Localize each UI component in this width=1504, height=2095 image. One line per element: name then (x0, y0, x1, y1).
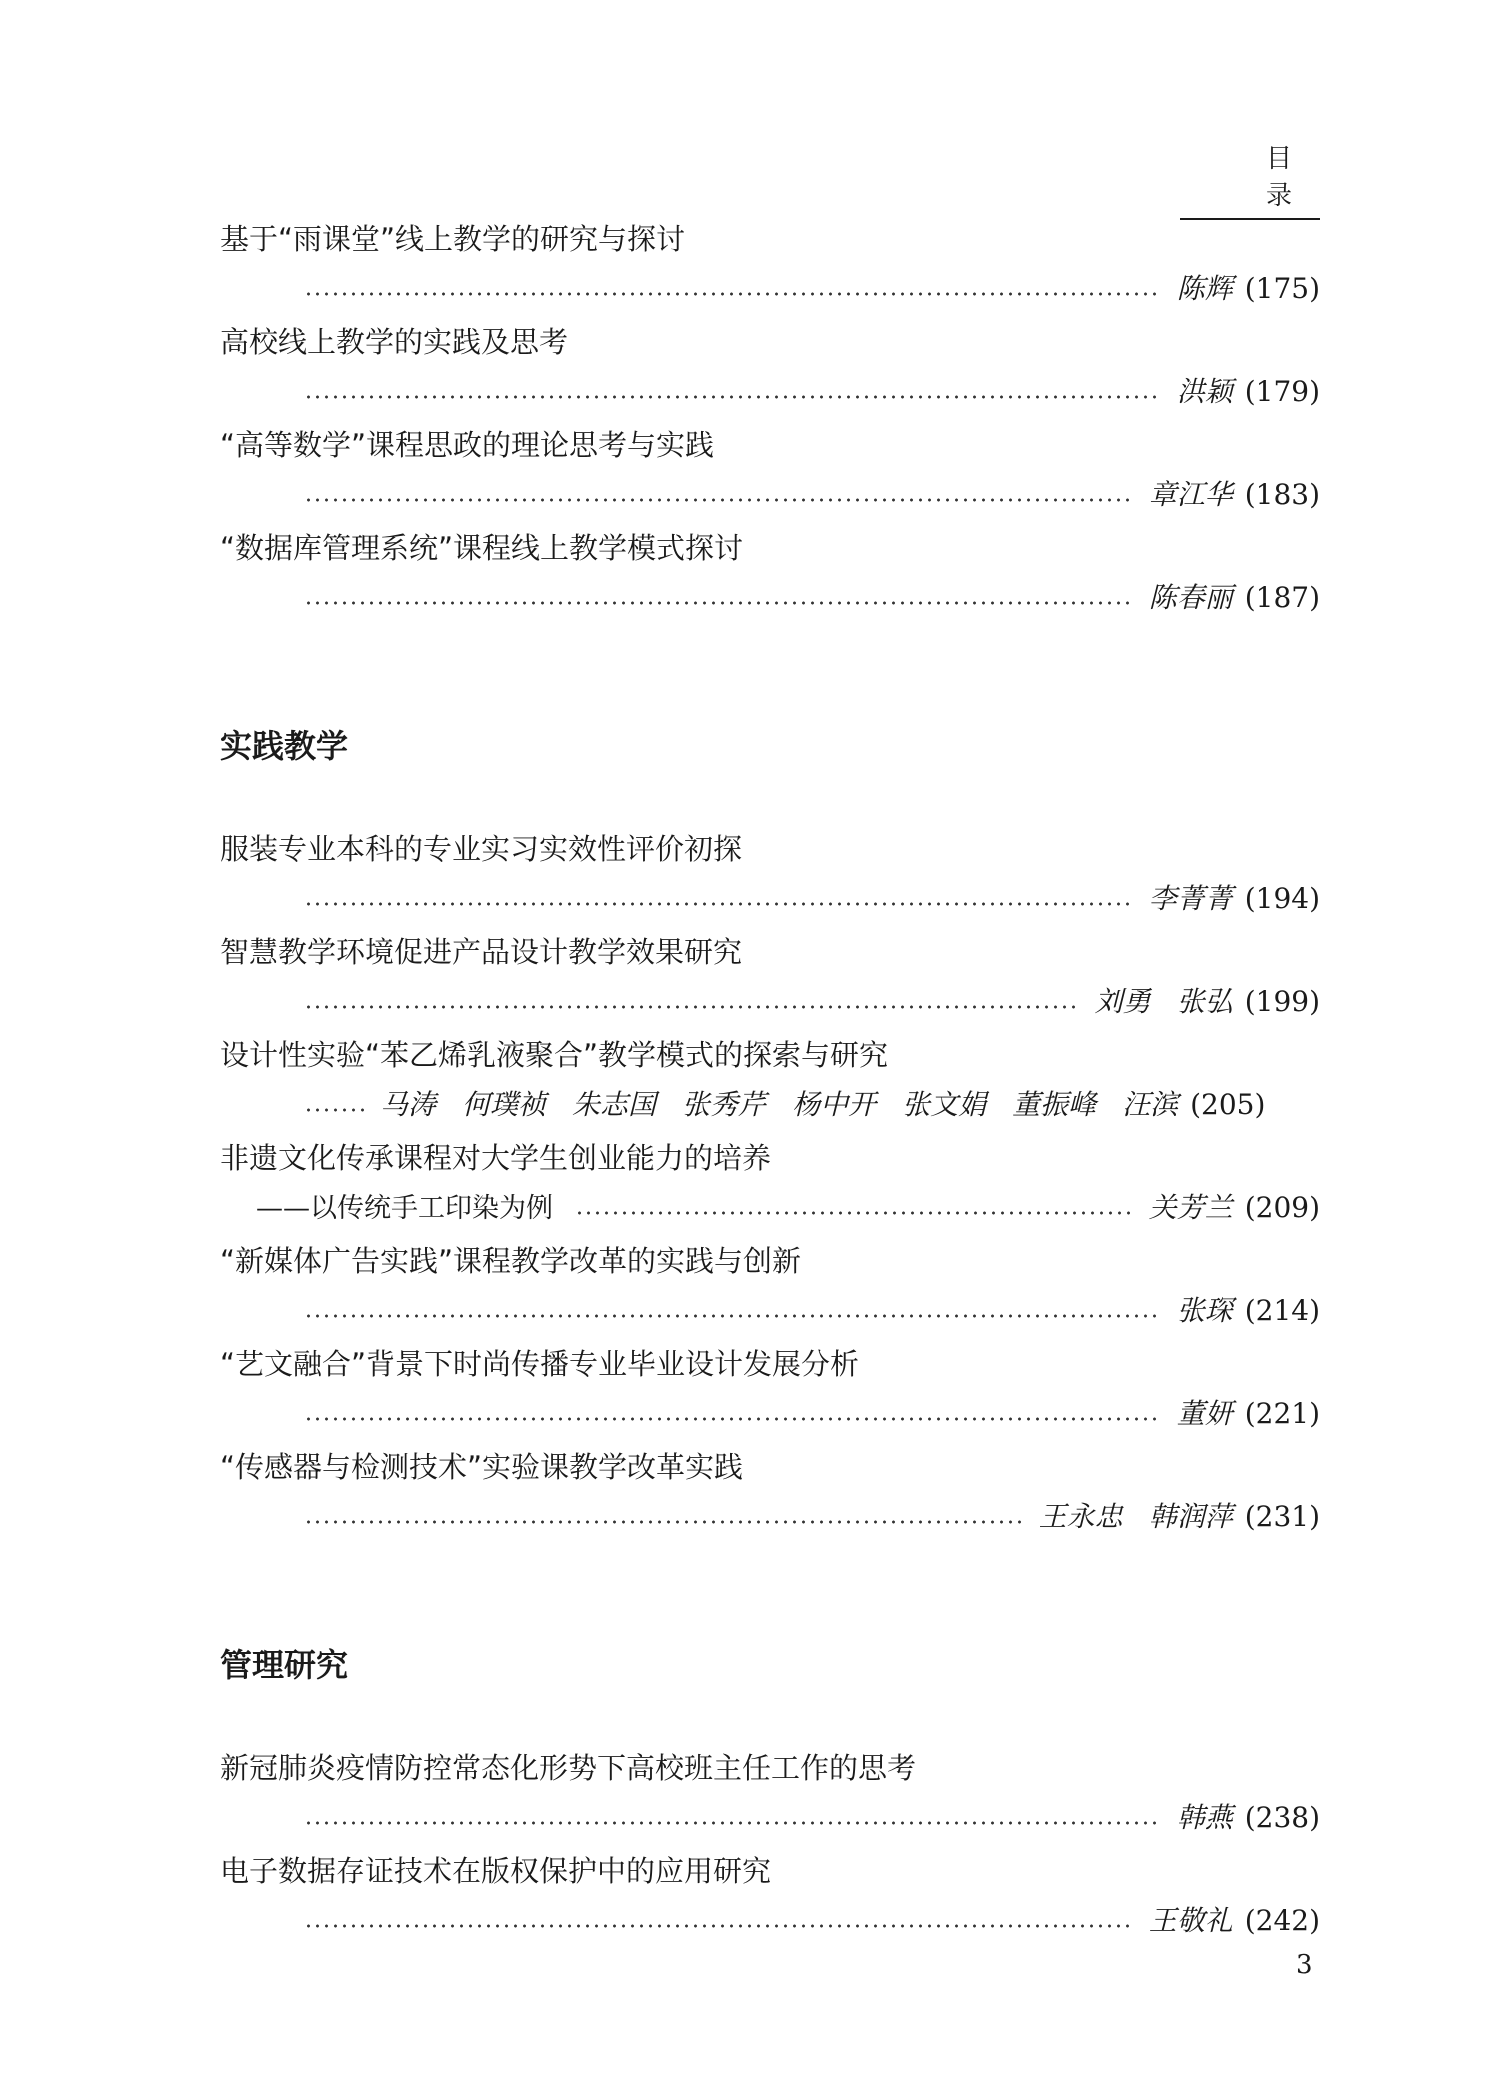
author-name: 朱志国 (572, 1088, 657, 1121)
dot-leader (304, 291, 1161, 297)
author-name: 董振峰 (1012, 1088, 1097, 1121)
author-name: 李菁菁 (1148, 882, 1233, 915)
author-name: 张弘 (1176, 985, 1233, 1018)
entry-byline (220, 264, 1320, 314)
toc-entry[interactable] (220, 1236, 1320, 1339)
dot-leader (304, 1313, 1161, 1319)
entry-page-number: (175) (1244, 272, 1320, 305)
author-name: 陈春丽 (1148, 581, 1233, 614)
entry-authors (1039, 1492, 1233, 1542)
entry-page-number: (209) (1244, 1191, 1320, 1224)
entry-page-number: (238) (1244, 1801, 1320, 1834)
entry-title: 高校线上教学的实践及思考 (220, 325, 569, 359)
entry-title: 设计性实验“苯乙烯乳液聚合”教学模式的探索与研究 (220, 1038, 889, 1072)
toc-entry[interactable] (220, 1339, 1320, 1442)
entry-byline (220, 470, 1320, 520)
page-number: 3 (1296, 1950, 1313, 1980)
entry-byline (220, 977, 1320, 1027)
entry-authors (1177, 264, 1233, 314)
entry-byline (220, 874, 1320, 924)
entry-byline (220, 1793, 1320, 1843)
toc-entry[interactable] (220, 824, 1320, 927)
entry-authors (380, 1080, 1178, 1130)
toc-entry[interactable] (220, 1133, 1320, 1236)
toc-entry[interactable] (220, 1846, 1320, 1949)
table-of-contents (220, 214, 1320, 1949)
author-name: 张文娟 (902, 1088, 987, 1121)
entry-title: 非遗文化传承课程对大学生创业能力的培养 (220, 1141, 772, 1175)
entry-authors (1177, 1793, 1233, 1843)
entry-page-number: (214) (1244, 1294, 1320, 1327)
dot-leader (304, 1004, 1079, 1010)
dot-leader (304, 1923, 1133, 1929)
author-name: 董妍 (1176, 1397, 1233, 1430)
entry-authors (1177, 1286, 1233, 1336)
dot-leader (304, 1820, 1161, 1826)
author-name: 马涛 (380, 1088, 437, 1121)
entry-authors (1095, 977, 1233, 1027)
author-name: 韩燕 (1176, 1801, 1233, 1834)
dot-leader (304, 600, 1133, 606)
entry-page-number: (187) (1244, 581, 1320, 614)
dot-leader (304, 1107, 364, 1113)
running-head: 目 录 (1180, 138, 1320, 220)
author-name: 王永忠 (1038, 1500, 1123, 1533)
entry-title: “艺文融合”背景下时尚传播专业毕业设计发展分析 (220, 1347, 860, 1381)
author-name: 章江华 (1148, 478, 1233, 511)
entry-title: 新冠肺炎疫情防控常态化形势下高校班主任工作的思考 (220, 1751, 917, 1785)
toc-entry[interactable] (220, 317, 1320, 420)
entry-page-number: (199) (1244, 985, 1320, 1018)
author-name: 张琛 (1176, 1294, 1233, 1327)
entry-authors (1177, 367, 1233, 417)
author-name: 张秀芹 (682, 1088, 767, 1121)
toc-entry[interactable] (220, 420, 1320, 523)
section-heading: 管理研究 (220, 1646, 349, 1684)
entry-title: “传感器与检测技术”实验课教学改革实践 (220, 1450, 744, 1484)
toc-entry[interactable] (220, 1030, 1320, 1133)
entry-byline (220, 1389, 1320, 1439)
entry-title: 服装专业本科的专业实习实效性评价初探 (220, 832, 743, 866)
entry-title: “高等数学”课程思政的理论思考与实践 (220, 428, 715, 462)
entry-title: “新媒体广告实践”课程教学改革的实践与创新 (220, 1244, 802, 1278)
dot-leader (304, 1519, 1023, 1525)
dot-leader (304, 394, 1161, 400)
author-name: 陈辉 (1176, 272, 1233, 305)
toc-entry[interactable] (220, 214, 1320, 317)
entry-page-number: (205) (1190, 1088, 1266, 1121)
toc-entry[interactable] (220, 927, 1320, 1030)
entry-byline (220, 1896, 1320, 1946)
toc-entry[interactable] (220, 1743, 1320, 1846)
section-heading: 实践教学 (220, 727, 349, 765)
dot-leader (304, 901, 1133, 907)
toc-entry[interactable] (220, 1442, 1320, 1545)
entry-authors (1149, 1896, 1233, 1946)
entry-page-number: (183) (1244, 478, 1320, 511)
entry-byline (220, 1286, 1320, 1336)
entry-byline (220, 1183, 1320, 1233)
author-name: 洪颖 (1176, 375, 1233, 408)
entry-authors (1177, 1389, 1233, 1439)
entry-title: 基于“雨课堂”线上教学的研究与探讨 (220, 222, 686, 256)
entry-page-number: (231) (1244, 1500, 1320, 1533)
entry-page-number: (242) (1244, 1904, 1320, 1937)
entry-authors (1149, 470, 1233, 520)
entry-title: 电子数据存证技术在版权保护中的应用研究 (220, 1854, 772, 1888)
dot-leader (575, 1210, 1133, 1216)
author-name: 王敬礼 (1148, 1904, 1233, 1937)
entry-authors (1149, 573, 1233, 623)
author-name: 何璞祯 (462, 1088, 547, 1121)
author-name: 刘勇 (1094, 985, 1151, 1018)
entry-page-number: (194) (1244, 882, 1320, 915)
author-name: 汪滨 (1122, 1088, 1179, 1121)
dot-leader (304, 1416, 1161, 1422)
entry-page-number: (179) (1244, 375, 1320, 408)
entry-byline (220, 367, 1320, 417)
entry-authors (1149, 874, 1233, 924)
author-name: 杨中开 (792, 1088, 877, 1121)
toc-entry[interactable] (220, 523, 1320, 626)
author-name: 韩润萍 (1148, 1500, 1233, 1533)
entry-byline (220, 1080, 1320, 1130)
dot-leader (304, 497, 1133, 503)
entry-byline (220, 1492, 1320, 1542)
entry-page-number: (221) (1244, 1397, 1320, 1430)
entry-subtitle: ——以传统手工印染为例 (256, 1193, 553, 1224)
entry-authors (1149, 1183, 1233, 1233)
entry-byline (220, 573, 1320, 623)
entry-title: “数据库管理系统”课程线上教学模式探讨 (220, 531, 744, 565)
author-name: 关芳兰 (1148, 1191, 1233, 1224)
entry-title: 智慧教学环境促进产品设计教学效果研究 (220, 935, 743, 969)
